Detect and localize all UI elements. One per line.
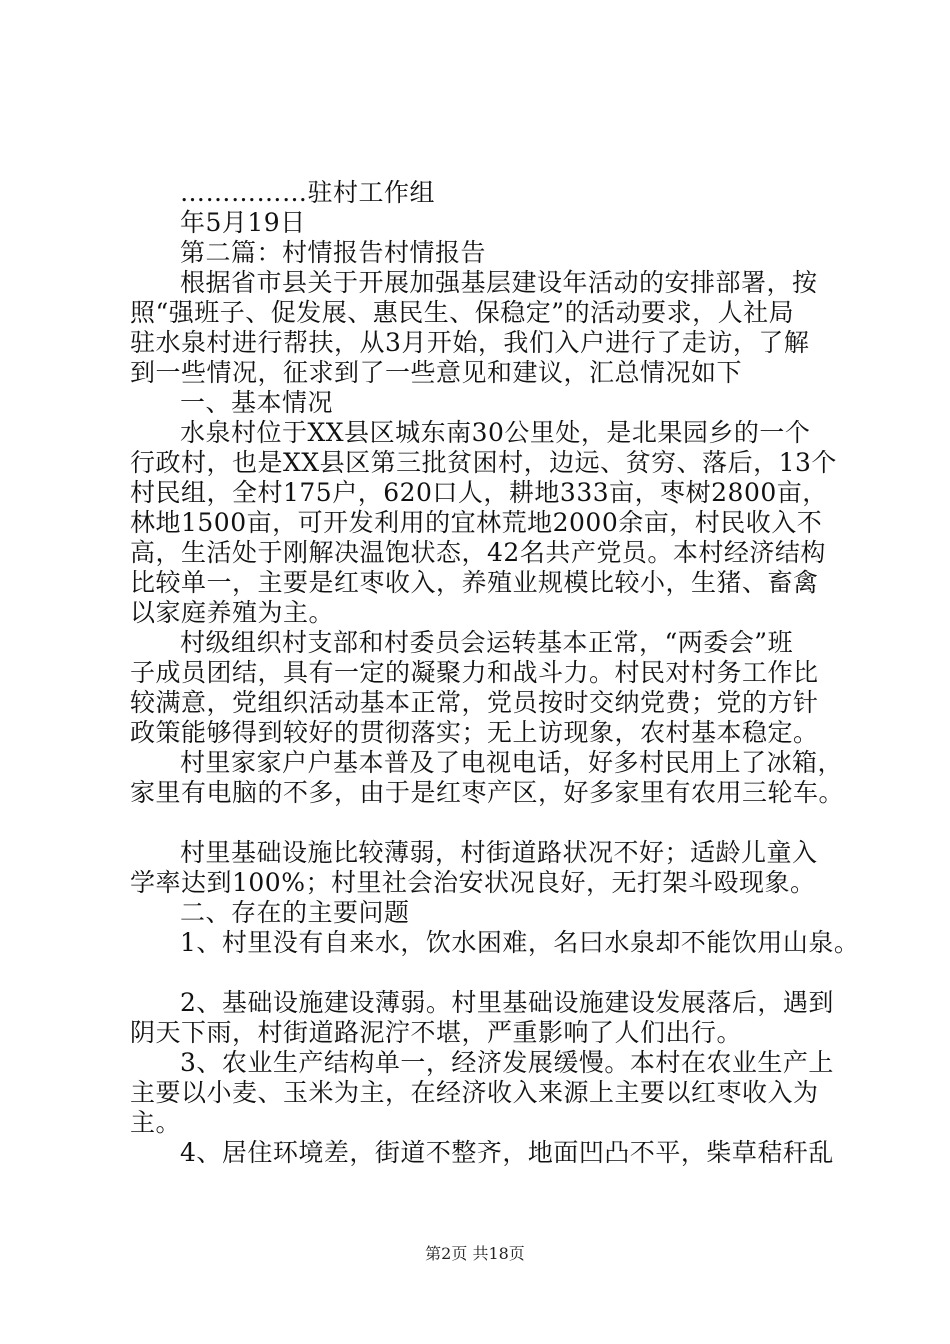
paragraph-line: 驻水泉村进行帮扶，从3月开始，我们入户进行了走访，了解 [130,328,810,357]
page-number-footer: 第2页 共18页 [425,1244,525,1263]
paragraph-line: 照“强班子、促发展、惠民生、保稳定”的活动要求，人社局 [130,298,795,327]
paragraph-line: 高，生活处于刚解决温饱状态，42名共产党员。本村经济结构 [130,538,826,567]
paragraph-line: 以家庭养殖为主。 [130,598,335,627]
paragraph-line: 林地1500亩，可开发利用的宜林荒地2000余亩，村民收入不 [130,508,823,537]
paragraph-line: 4、居住环境差，街道不整齐，地面凹凸不平，柴草秸秆乱 [180,1138,834,1167]
heading-basic-situation: 一、基本情况 [180,388,334,417]
paragraph-line: 水泉村位于XX县区城东南30公里处，是北果园乡的一个 [180,418,811,447]
section-title: 第二篇：村情报告村情报告 [180,238,487,267]
paragraph-line: 村里基础设施比较薄弱，村街道路状况不好；适龄儿童入 [180,838,818,867]
paragraph-line: 3、农业生产结构单一，经济发展缓慢。本村在农业生产上 [180,1048,834,1077]
paragraph-line: 较满意，党组织活动基本正常，党员按时交纳党费；党的方针 [130,688,819,717]
heading-main-problems: 二、存在的主要问题 [180,898,410,927]
paragraph-line: 主要以小麦、玉米为主，在经济收入来源上主要以红枣收入为 [130,1078,819,1107]
paragraph-line: 行政村，也是XX县区第三批贫困村，边远、贫穷、落后，13个 [130,448,837,477]
signature-line: ……………驻村工作组 [180,178,436,207]
paragraph-line: 村民组，全村175户，620口人，耕地333亩，枣树2800亩， [130,478,828,507]
paragraph-line: 比较单一，主要是红枣收入，养殖业规模比较小，生猪、畜禽 [130,568,819,597]
paragraph-line: 主。 [130,1108,182,1137]
paragraph-line: 村里家家户户基本普及了电视电话，好多村民用上了冰箱， [180,748,844,777]
date-line: 年5月19日 [180,208,306,237]
paragraph-line: 根据省市县关于开展加强基层建设年活动的安排部署，按 [180,268,818,297]
paragraph-line: 政策能够得到较好的贯彻落实；无上访现象，农村基本稳定。 [130,718,819,747]
paragraph-line: 子成员团结，具有一定的凝聚力和战斗力。村民对村务工作比 [130,658,819,687]
paragraph-line: 1、村里没有自来水，饮水困难，名曰水泉却不能饮用山泉。 [180,928,860,957]
paragraph-line: 家里有电脑的不多，由于是红枣产区，好多家里有农用三轮车。 [130,778,845,807]
paragraph-line: 学率达到100%；村里社会治安状况良好，无打架斗殴现象。 [130,868,816,897]
paragraph-line: 到一些情况，征求到了一些意见和建议，汇总情况如下 [130,358,743,387]
paragraph-line: 村级组织村支部和村委员会运转基本正常，“两委会”班 [180,628,794,657]
paragraph-line: 2、基础设施建设薄弱。村里基础设施建设发展落后，遇到 [180,988,834,1017]
paragraph-line: 阴天下雨，村街道路泥泞不堪，严重影响了人们出行。 [130,1018,743,1047]
